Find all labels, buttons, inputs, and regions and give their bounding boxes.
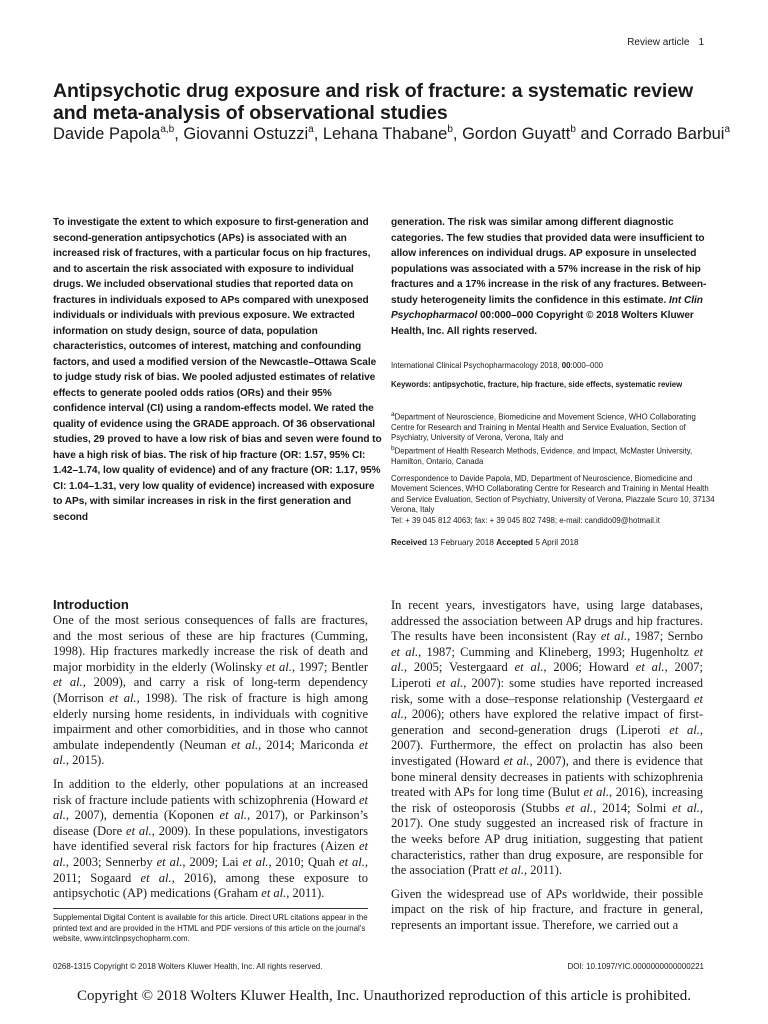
- citation-et-al: et al.: [391, 644, 703, 675]
- citation-et-al: et al.: [391, 644, 419, 659]
- text-run: , 2007): some studies have reported increased risk, some with a dose–response relationship (Vestergaard: [391, 675, 703, 706]
- citation-et-al: et al.: [339, 854, 365, 869]
- text-run: , 2003; Sennerby: [65, 854, 157, 869]
- text-run: , 2009; Lai: [182, 854, 243, 869]
- body-paragraph: [391, 887, 703, 934]
- text-run: , 1987; Sernbo: [627, 629, 704, 644]
- affiliation-a: $^a$Department of Neuroscience, Biomedicine and Movement Science, WHO Collaborating Centre for Research and Training in Mental Health and Service Evaluation, Section of Psychiatry, University of Verona, Verona, Italy and: [391, 411, 696, 443]
- citation-et-al: et al.: [140, 870, 172, 885]
- citation-et-al: et al.: [391, 691, 703, 722]
- text-run: , 2016), increasing the risk of osteoporosis (Stubbs: [391, 785, 704, 815]
- section-heading-introduction: Introduction: [53, 597, 129, 612]
- correspondence-address: Correspondence to Davide Papola, MD, Department of Neuroscience, Biomedicine and Movement Sciences, WHO Collaborating Centre for Research and Training in Mental Health and Service Evaluation, Section of Psychiatry, University of Verona, Piazzale Scuro 10, 37134 Verona, Italy: [391, 474, 715, 515]
- text-run: , 2009), and carry a risk of long-term dependency (Morrison: [53, 675, 369, 705]
- citation-et-al: et al.: [126, 823, 152, 838]
- article-dates: Received 13 February 2018 Accepted 5 April 2018: [391, 538, 579, 547]
- text-run: , 2007), and there is evidence that bone mineral density decreases in patients with schizophrenia treated with APs for long time (Bulut: [391, 753, 703, 800]
- author-affiliation-mark: b: [570, 124, 576, 135]
- text-run: In addition to the elderly, other populations at an increased risk of fracture include patients with schizophrenia (Howard: [53, 776, 368, 807]
- citation-et-al: et al.: [266, 659, 292, 674]
- text-run: , 2017). One study suggested an increased risk of fracture in the weeks before AP drug initiation, suggesting that patient characteristics, rather than drug exposure, are responsible for the association (Pratt: [391, 800, 704, 878]
- author-5: Corrado Barbui$^a$: [612, 124, 731, 143]
- citation-et-al: et al.: [565, 800, 594, 815]
- author-affiliation-mark: b: [447, 124, 453, 135]
- body-right-column: [391, 598, 703, 941]
- citation-et-al: et al.: [53, 737, 369, 768]
- text-run: , 2011; Sogaard: [53, 854, 368, 885]
- author-3: Lehana Thabane$^b$,: [322, 124, 463, 143]
- affiliation-b: $^b$Department of Health Research Methods, Evidence, and Impact, McMaster University, Hamilton, Ontario, Canada: [391, 444, 693, 466]
- citation-et-al: et al.: [583, 785, 610, 800]
- citation-et-al: et al.: [498, 863, 524, 878]
- citation-et-al: et al.: [600, 629, 628, 644]
- author-affiliation-mark: a: [308, 124, 314, 135]
- text-run: , 2015).: [65, 753, 105, 768]
- citation-et-al: et al.: [231, 737, 259, 752]
- author-affiliation-mark: a,b: [160, 124, 175, 135]
- body-paragraph: [53, 777, 368, 902]
- citation-et-al: et al.: [261, 886, 287, 901]
- correspondence-contact: Tel: + 39 045 812 4063; fax: + 39 045 802 7498; e-mail: candido09@hotmail.it: [391, 515, 660, 525]
- citation-et-al: et al.: [503, 753, 530, 768]
- text-run: , 2014; Solmi: [593, 800, 673, 815]
- body-left-column: [53, 597, 368, 910]
- affiliations: [391, 410, 721, 467]
- footnote-divider: [53, 908, 368, 909]
- correspondence: [391, 474, 721, 526]
- doi: DOI: 10.1097/YIC.0000000000000221: [567, 962, 704, 971]
- text-run: , 2007), dementia (Koponen: [65, 808, 220, 823]
- citation-et-al: et al.: [672, 800, 700, 815]
- text-run: , 1998). The risk of fracture is high among elderly nursing home residents, in individuals with cognitive impairment and other comorbidities, and in those who cannot ambulate independently (Neuman: [53, 690, 368, 752]
- text-run: , 2007; Liperoti: [391, 660, 703, 690]
- supplemental-content-note: Supplemental Digital Content is available for this article. Direct URL citations appear in the printed text and are provided in the HTML and PDF versions of this article on the journal’s website, www.intclinpsychopharm.com.: [53, 913, 368, 944]
- citation-et-al: et al.: [242, 854, 269, 869]
- text-run: , 2007). Furthermore, the effect on prolactin has also been investigated (Howard: [391, 722, 703, 768]
- text-run: In recent years, investigators have, using large databases, addressed the association between AP drugs and hip fractures. The results have been inconsistent (Ray: [391, 598, 703, 644]
- citation-et-al: et al.: [669, 722, 700, 737]
- text-run: , 2017), or Parkinson’s disease (Dore: [53, 808, 368, 838]
- author-1: Davide Papola$^{a,b}$,: [53, 124, 184, 143]
- text-run: , 2006); others have explored the relative impact of first-generation and second-generation drugs (Liperoti: [391, 707, 703, 737]
- citation-et-al: et al.: [156, 854, 183, 869]
- text-run: , 2014; Mariconda: [258, 737, 359, 752]
- text-run: Given the widespread use of APs worldwide, their possible impact on the risk of hip fracture, and fracture in general, represents an important issue. Therefore, we carried out a: [391, 886, 703, 932]
- issn-copyright: 0268-1315 Copyright © 2018 Wolters Kluwer Health, Inc. All rights reserved.: [53, 962, 323, 971]
- text-run: , 2005; Vestergaard: [403, 660, 515, 675]
- copyright-banner: Copyright © 2018 Wolters Kluwer Health, Inc. Unauthorized reproduction of this article is prohibited.: [77, 988, 691, 1004]
- citation-et-al: et al.: [219, 808, 247, 823]
- article-title: Antipsychotic drug exposure and risk of fracture: a systematic review and meta-analysis of observational studies: [53, 80, 694, 124]
- page-number: 1: [698, 37, 704, 48]
- author-2: Giovanni Ostuzzi$^a$,: [183, 124, 323, 143]
- abstract-right-column: generation. The risk was similar among different diagnostic categories. The few studies that provided data were insufficient to allow inferences on individual drugs. AP exposure in unselected populations was associated with a 57% increase in the risk of hip fractures and a 17% increase in the risk of any fractures. Between-study heterogeneity limits the confidence in this estimate. Int Clin Psychopharmacol 00:000–000 Copyright © 2018 Wolters Kluwer Health, Inc. All rights reserved.: [391, 217, 707, 337]
- text-run: One of the most serious consequences of falls are fractures, and the most serious of these are hip fractures (Cumming, 1998). Hip fractures markedly increase the risk of death and major morbidity in the elderly (Wolinsky: [53, 613, 368, 674]
- author-affiliation-mark: a: [724, 124, 731, 135]
- citation-et-al: et al.: [109, 690, 137, 705]
- text-run: , 2010; Quah: [268, 854, 340, 869]
- abstract-left-column: To investigate the extent to which exposure to first-generation and second-generation antipsychotics (APs) is associated with an increased risk of fractures, with a particular focus on hip fractures, and to ascertain the risk associated with exposure to individual drugs. We included observational studies that reported data on fractures in individuals exposed to APs compared with unexposed individuals or individuals with previous exposure. We extracted information on study design, source of data, population characteristics, outcomes of interest, matching and confounding factors, and used a modified version of the Newcastle–Ottawa Scale to judge study risk of bias. We pooled adjusted estimates of relative effects to generate pooled odds ratios (ORs) and their 95% confidence interval (CI) using a random-effects model. We rated the quality of evidence using the GRADE approach. Of 36 observational studies, 29 proved to have a low risk of bias and seven were found to have a high risk of bias. The risk of hip fracture (OR: 1.57, 95% CI: 1.42–1.74, low quality of evidence) and of any fracture (OR: 1.17, 95% CI: 1.04–1.31, very low quality of evidence) increased with exposure to APs, with similar increases in risk in the first generation and second: [53, 217, 382, 523]
- text-run: , 1987; Cumming and Klineberg, 1993; Hugenholtz: [418, 644, 694, 659]
- text-run: , 2011).: [523, 863, 563, 878]
- text-run: , 2006; Howard: [543, 660, 636, 675]
- text-run: , 2009). In these populations, investigators have identified several risk factors for hip fractures (Aizen: [53, 823, 368, 854]
- citation-et-al: et al.: [635, 660, 665, 675]
- citation-et-al: et al.: [53, 675, 83, 690]
- body-paragraph: [391, 598, 703, 879]
- text-run: , 2011).: [286, 886, 325, 901]
- journal-abbreviation: Int Clin Psychopharmacol: [391, 294, 703, 321]
- text-run: , 1997; Bentler: [291, 659, 369, 674]
- author-list: [53, 124, 733, 145]
- journal-citation: International Clinical Psychopharmacology 2018, 00:000–000: [391, 361, 604, 370]
- citation-et-al: et al.: [53, 792, 368, 823]
- citation-et-al: et al.: [514, 660, 544, 675]
- running-head-label: Review article: [627, 37, 690, 48]
- running-head: [627, 37, 704, 48]
- keywords: Keywords: antipsychotic, fracture, hip fracture, side effects, systematic review: [391, 380, 683, 389]
- text-run: , 2016), among these exposure to antipsychotic (AP) medications (Graham: [53, 870, 368, 901]
- citation-et-al: et al.: [436, 675, 464, 690]
- body-paragraph: [53, 613, 368, 769]
- citation-et-al: et al.: [53, 839, 368, 869]
- author-4: Gordon Guyatt$^b$ and: [462, 124, 613, 143]
